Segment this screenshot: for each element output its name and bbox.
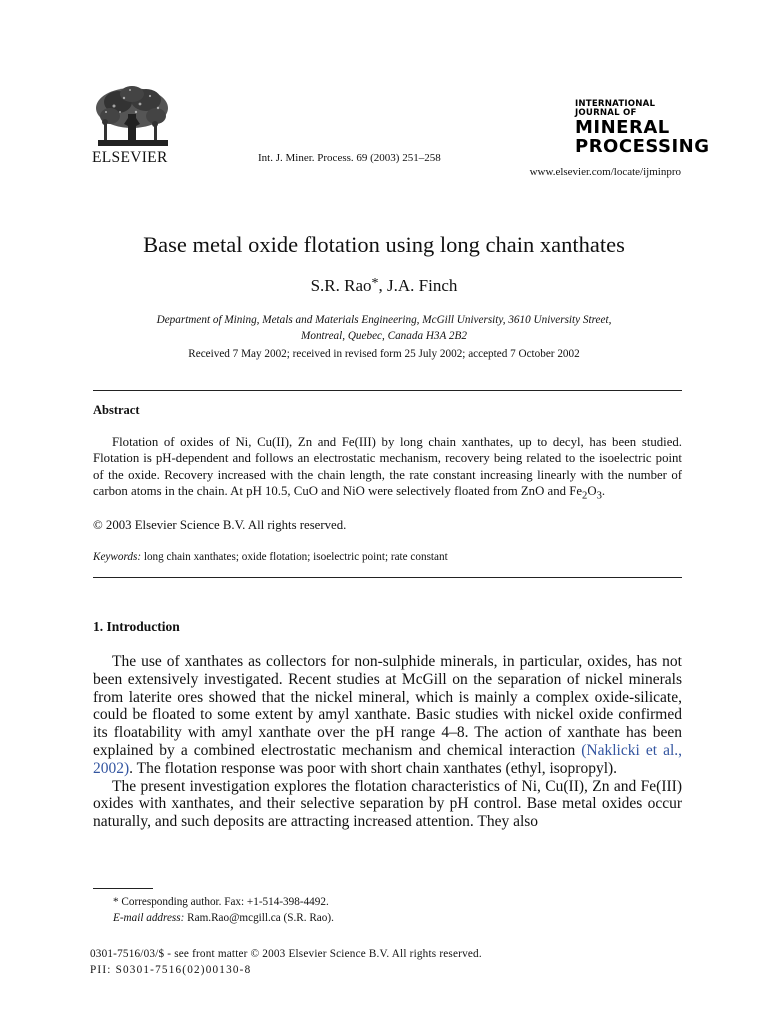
- article-title: Base metal oxide flotation using long chain xanthates: [143, 232, 625, 257]
- section-heading: 1. Introduction: [93, 619, 180, 634]
- corresponding-author-mark[interactable]: *: [371, 276, 379, 291]
- paragraph-text: . The flotation response was poor with short chain xanthates (ethyl, isopropyl).: [129, 759, 618, 777]
- keywords: [93, 551, 448, 563]
- issn-line: 0301-7516/03/$ - see front matter © 2003 Elsevier Science B.V. All rights reserved.: [90, 948, 482, 960]
- abstract-text: [93, 434, 682, 505]
- journal-logo: [575, 99, 710, 158]
- journal-logo-line3: PROCESSING: [575, 136, 710, 158]
- subscript: 3: [596, 490, 602, 502]
- citation-link[interactable]: (Naklicki et al., 2002): [93, 741, 683, 777]
- keywords-text: long chain xanthates; oxide flotation; isoelectric point; rate constant: [141, 551, 448, 563]
- paragraph-text: The use of xanthates as collectors for non-sulphide minerals, in particular, oxides, has not been extensively investigated. Recent studies at McGill on the separation of nickel minerals from laterite ores showed that the nickel mineral, which is mainly a complex oxide-silicate, could be floated to some extent by amyl xanthate. Basic studies with nickel oxide confirmed its floatability with amyl xanthate over the pH range 4–8. The action of xanthate has been explained by a combined electrostatic mechanism and chemical interaction: [93, 653, 682, 759]
- footnote-email: [113, 910, 334, 926]
- received-dates: Received 7 May 2002; received in revised form 25 July 2002; accepted 7 October 2002: [188, 348, 580, 360]
- footnote-corresponding: * Corresponding author. Fax: +1-514-398-4492.: [113, 896, 329, 908]
- divider: [93, 390, 682, 391]
- affiliation-line: Montreal, Quebec, Canada H3A 2B2: [301, 330, 467, 342]
- section-body: [93, 653, 682, 831]
- pii-line: PII: S0301-7516(02)00130-8: [90, 964, 252, 976]
- paragraph: The present investigation explores the flotation characteristics of Ni, Cu(II), Zn and Fe(III) oxides with xanthates, and their selective separation by pH control. Base metal oxides occur naturally, and such deposits are attracting increased attention. They also: [93, 777, 682, 831]
- journal-citation: Int. J. Miner. Process. 69 (2003) 251–258: [258, 152, 441, 164]
- abstract-body: .: [601, 484, 606, 499]
- paragraph: [93, 653, 682, 778]
- journal-logo-line1: INTERNATIONAL JOURNAL OF: [575, 99, 656, 118]
- footnote: [113, 894, 334, 926]
- front-matter: [90, 946, 482, 978]
- keywords-label: Keywords:: [93, 551, 142, 563]
- abstract-copyright: © 2003 Elsevier Science B.V. All rights reserved.: [93, 518, 347, 532]
- abstract-heading: Abstract: [93, 403, 140, 417]
- journal-logo-line2: MINERAL: [575, 117, 670, 139]
- affiliation-line: Department of Mining, Metals and Materials Engineering, McGill University, 3610 University Street,: [156, 314, 612, 326]
- author-list: [0, 276, 768, 296]
- subscript: 2: [582, 490, 588, 502]
- email-label: E-mail address:: [113, 912, 185, 924]
- footnote-divider: [93, 888, 153, 889]
- journal-website-link[interactable]: www.elsevier.com/locate/ijminpro: [529, 166, 681, 178]
- email-address[interactable]: Ram.Rao@mcgill.ca (S.R. Rao).: [184, 912, 334, 924]
- author-finch: , J.A. Finch: [378, 276, 458, 295]
- abstract-body: Flotation of oxides of Ni, Cu(II), Zn and Fe(III) by long chain xanthates, up to decyl, has been studied. Flotation is pH-dependent and follows an electrostatic mechanism, recovery being related to the isoelectric point of the oxide. Recovery increased with the chain length, the rate constant increasing linearly with the number of carbon atoms in the chain. At pH 10.5, CuO and NiO were selectively floated from ZnO and Fe: [93, 435, 682, 499]
- author-affiliation: [100, 312, 668, 344]
- publisher-name: ELSEVIER: [92, 149, 168, 166]
- divider: [93, 577, 682, 578]
- elsevier-tree-logo: [90, 84, 174, 150]
- author-rao: S.R. Rao: [310, 276, 372, 295]
- abstract-body: O: [587, 484, 597, 499]
